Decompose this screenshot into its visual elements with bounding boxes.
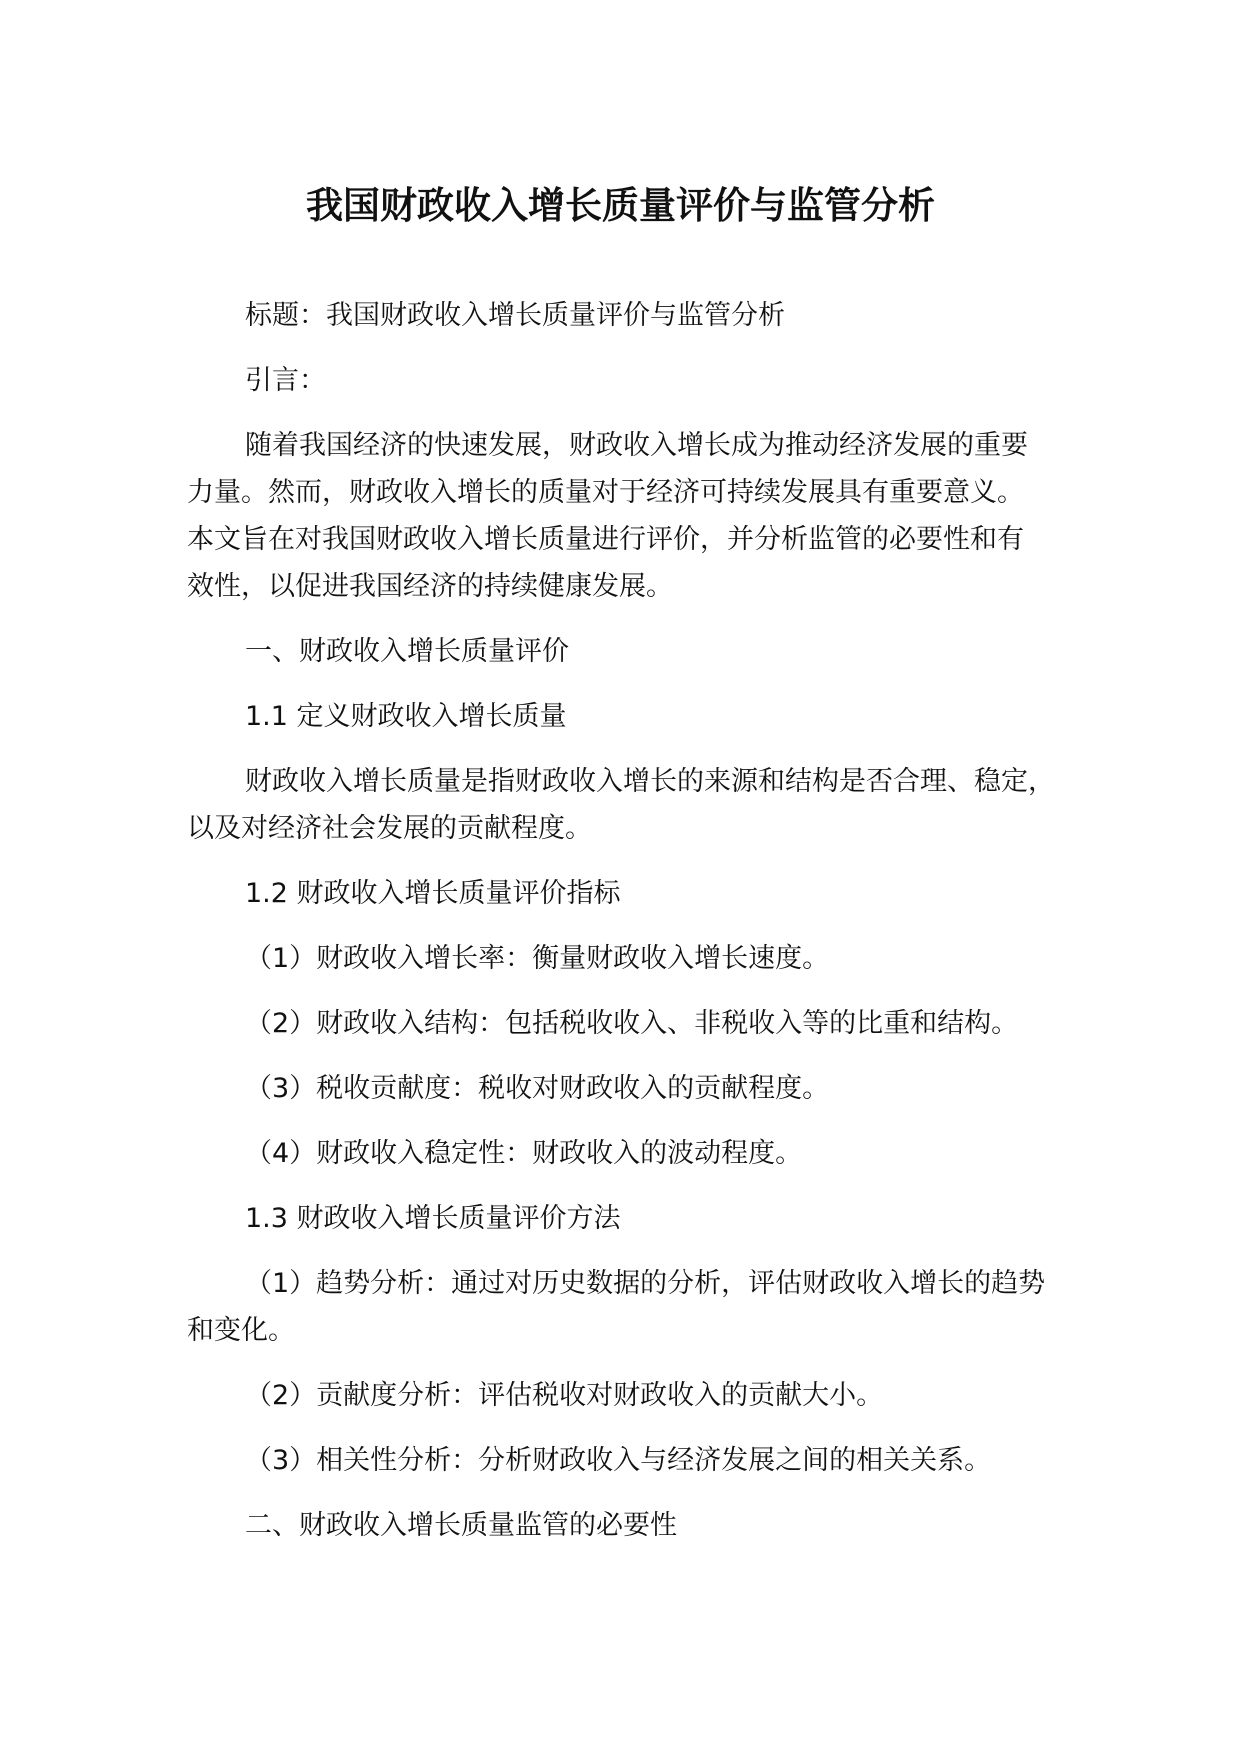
text-line: （2）财政收入结构：包括税收收入、非税收入等的比重和结构。 [245,1008,1019,1039]
title-label-paragraph [187,292,1054,339]
text-line: （4）财政收入稳定性：财政收入的波动程度。 [245,1138,803,1169]
definition-paragraph [187,758,1054,852]
text-line: 随着我国经济的快速发展，财政收入增长成为推动经济发展的重要 [245,430,1028,461]
page-title: 我国财政收入增长质量评价与监管分析 [306,184,935,227]
method-item-3 [187,1437,1054,1484]
text-line: 1.1 定义财政收入增长质量 [245,701,567,732]
text-line: （3）相关性分析：分析财政收入与经济发展之间的相关关系。 [245,1445,992,1476]
indicator-item-1 [187,935,1054,982]
text-line: 本文旨在对我国财政收入增长质量进行评价，并分析监管的必要性和有 [187,524,1024,555]
method-item-2 [187,1372,1054,1419]
text-line: 1.2 财政收入增长质量评价指标 [245,878,621,909]
text-line: 二、财政收入增长质量监管的必要性 [245,1510,677,1541]
method-item-1 [187,1260,1054,1354]
text-line: 力量。然而，财政收入增长的质量对于经济可持续发展具有重要意义。 [187,477,1024,508]
text-line: 以及对经济社会发展的贡献程度。 [187,813,592,844]
indicator-item-2 [187,1000,1054,1047]
text-line: 一、财政收入增长质量评价 [245,636,569,667]
text-line: 引言： [245,365,326,396]
text-line: 和变化。 [187,1315,295,1346]
indicator-item-4 [187,1130,1054,1177]
text-line: （3）税收贡献度：税收对财政收入的贡献程度。 [245,1073,830,1104]
subsection-1-3-heading [187,1195,1054,1242]
text-line: （1）趋势分析：通过对历史数据的分析，评估财政收入增长的趋势 [245,1268,1046,1299]
text-line: （2）贡献度分析：评估税收对财政收入的贡献大小。 [245,1380,884,1411]
intro-paragraph [187,422,1054,610]
indicator-item-3 [187,1065,1054,1112]
text-line: 标题：我国财政收入增长质量评价与监管分析 [245,300,785,331]
intro-label-paragraph [187,357,1054,404]
subsection-1-1-heading [187,693,1054,740]
section-2-heading [187,1502,1054,1549]
subsection-1-2-heading [187,870,1054,917]
text-line: 1.3 财政收入增长质量评价方法 [245,1203,621,1234]
section-1-heading [187,628,1054,675]
text-line: （1）财政收入增长率：衡量财政收入增长速度。 [245,943,830,974]
text-line: 效性，以促进我国经济的持续健康发展。 [187,571,673,602]
text-line: 财政收入增长质量是指财政收入增长的来源和结构是否合理、稳定， [245,766,1055,797]
